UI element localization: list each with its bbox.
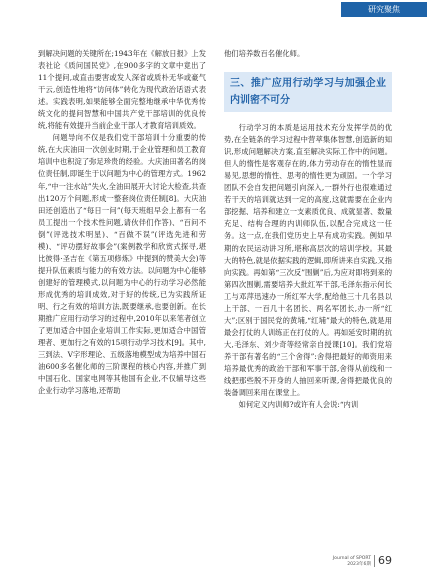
footer-divider bbox=[374, 555, 375, 567]
right-column bbox=[224, 48, 392, 411]
body-paragraph: 如何定义内训师?或许有人会说:“内训 bbox=[238, 400, 359, 410]
body-paragraph: 行动学习的本质是运用技术充分发挥学员的优势,在全链条的学习过程中营萃集体智慧,创造新的知识,形成问题解决方案,直至解决实际工作中的问题。但人的惰性是客观存在的,体力劳动存在的惰性显而易见,思想的惰性、思考的惰性更为顽固。一个学习团队不会自发把问题引向深入,一群外行也很难通过若干天的培训就达到一定的高度,这就需要在企业内部挖掘、培养和建立一支素质优良、成就显著、数量充足、结构合理的内训师队伍,以配合完成这一任务。这一点,在我们党历史上早有成功实践。例如早期的农民运动讲习所,堪称高层次的培训学校。其最大的特色,就是依据实践的逻辑,即所讲来自实践,又指向实践。再如第“三次反”围剿”后,为应对即将到来的第四次围剿,需要培养大批红军干部,毛泽东指示何长工与邓萍迅速办一所红军大学,配给他三十几名县以上干部、一百几十名团长、两名军团长,办一所“红大”;区别于国民党的黄埔,“红埔”最大的特色,就是用最会打仗的人训练正在打仗的人。再如延安时期的抗大,毛泽东、刘少奇等经常亲自授课[10]。我们党培养干部有著名的“三个舍得”:舍得把最好的师资用来培养最优秀的政治干部和军事干部,舍得从前线和一线把那些脱不开身的人抽回来听课,舍得把最优良的装备调回来用在课堂上。 bbox=[224, 123, 392, 398]
journal-name bbox=[333, 556, 371, 567]
section-heading: 三、推广应用行动学习与加强企业内训密不可分 bbox=[224, 72, 392, 112]
left-column bbox=[38, 48, 206, 397]
body-paragraph: 到解决问题的关键所在;1943年在《解放日报》上发表社论《质问国民党》,在900多字的文章中竟出了11个提问,或直击要害或发人深省或质朴无华或豪气干云,创造性地将“访问体”转化为现代政治话语式表述。实践表明,如果能够全面完整地继承中华优秀传统文化的提问智慧和中国共产党干部培训的优良传统,将能有效提升当前企业干部人才教育培训质效。 bbox=[38, 49, 206, 131]
page-footer bbox=[333, 555, 392, 567]
page-number: 69 bbox=[378, 554, 392, 567]
journal-name-line: Journal of SPORT bbox=[332, 556, 371, 561]
journal-issue-line: 2023年6期 bbox=[347, 561, 371, 567]
section-tag: 研究聚焦 bbox=[341, 2, 427, 17]
body-paragraph: 他们培养数百名催化师。 bbox=[224, 49, 305, 58]
page-header bbox=[0, 0, 427, 20]
body-paragraph: 问题导向不仅是我们党干部培训十分重要的传统,在大庆油田一次创业时期,于企业管理和员工教育培训中也积淀了弥足珍贵的经验。大庆油田著名的岗位责任制,即诞生于以问题为中心的管理方式。1962年,“中一注水站”失火,全油田展开大讨论大检查,共查出120万个问题,形成一整套岗位责任制[8]。大庆油田还创造出了“每日一问”(每天班组早会上都有一名员工提出一个技术性问题,请伙伴们作答)、“百问不倒”(评选技术明星)、“百做不误”(评选先进和劳模)、“评功摆好故事会”(案例教学和欣赏式探寻,堪比彼得·圣吉在《第五项修炼》中提到的赞美大会)等提升队伍素质与能力的有效方法。以问题为中心能够创建好的管理模式,以问题为中心的行动学习必然能形成优秀的培训成效,对于好的传统,已为实践所证明、行之有效的培训方法,既要继承,也要创新。在长期推广应用行动学习的过程中,2010年以来笔者创立了更加适合中国企业培训工作实际,更加适合中国管理者、更加行之有效的15项行动学习技术[9]。其中,三到法、V字形理论、五级落地模型成为培养中国石油600多名催化师的三阶课程的核心内容,并推广到中国石化、国家电网等其他国有企业,不仅辅导这些企业行动学习落地,还帮助 bbox=[38, 133, 206, 396]
